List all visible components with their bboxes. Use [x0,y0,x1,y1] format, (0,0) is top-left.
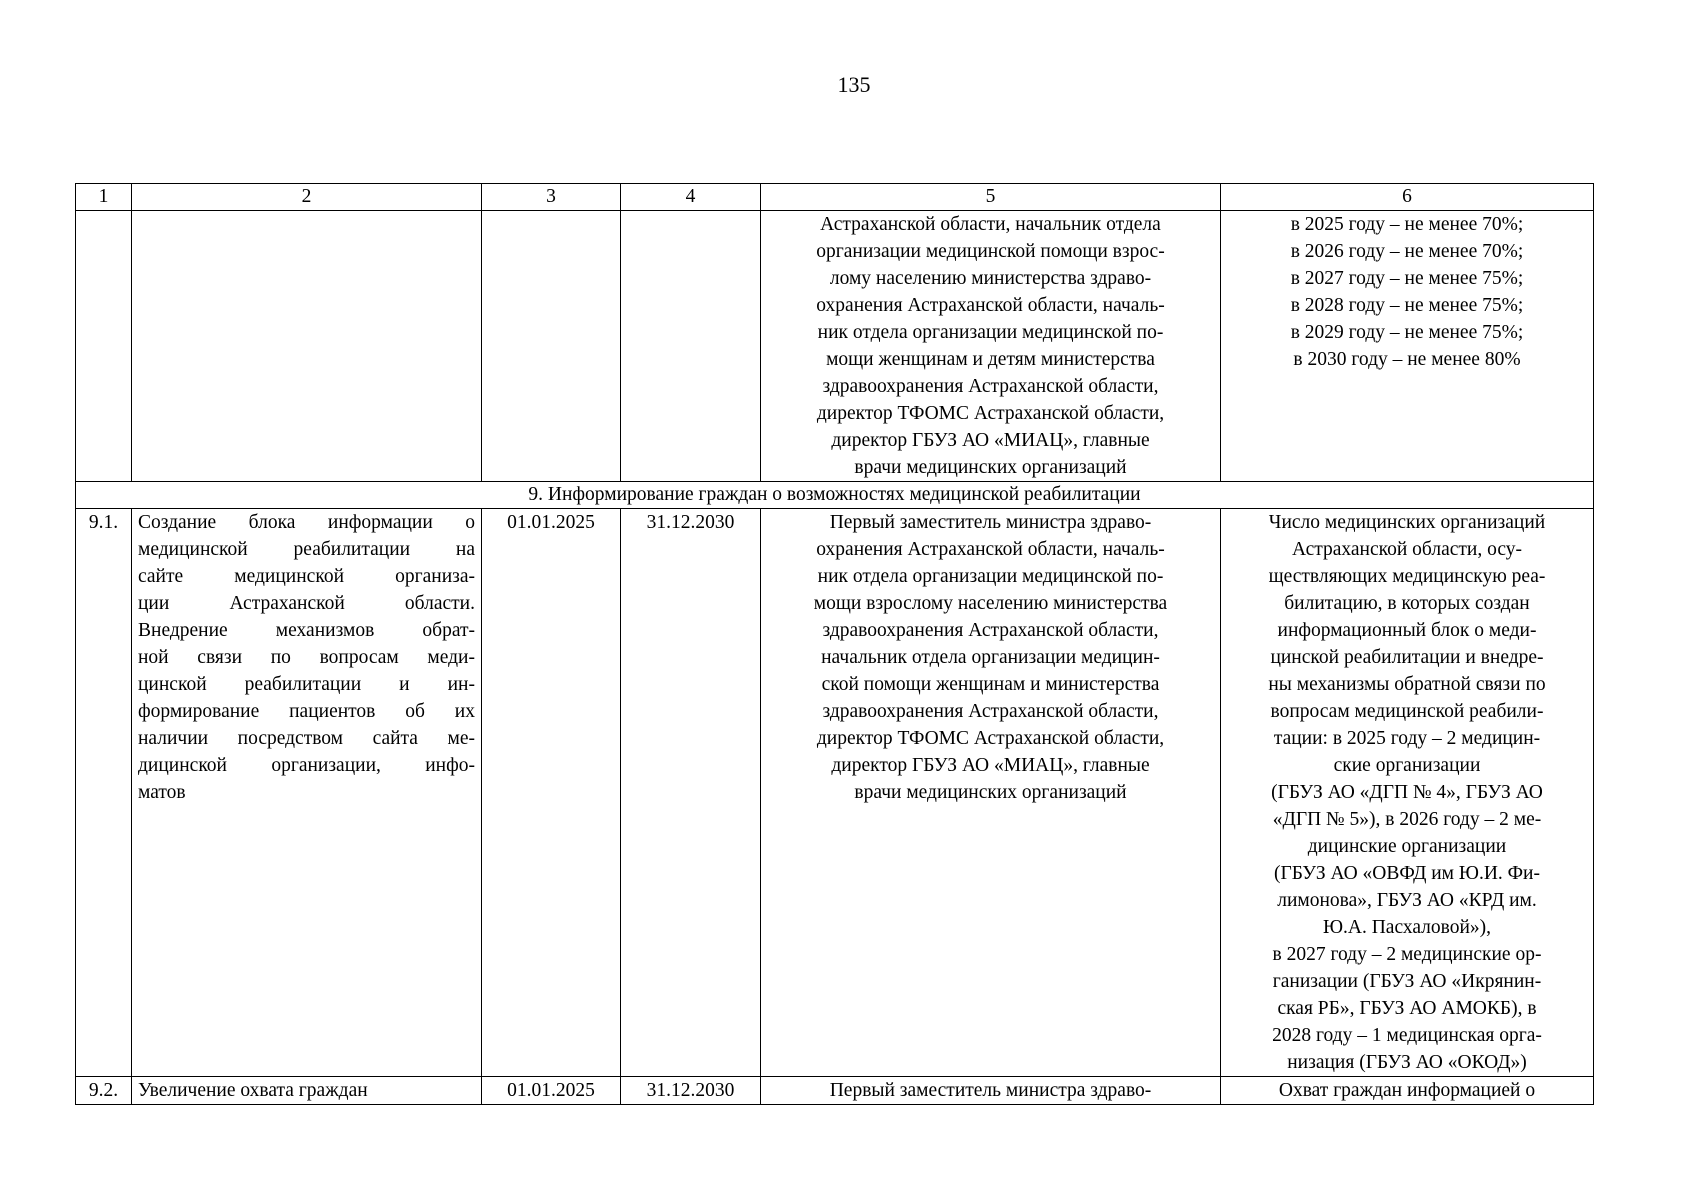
header-col-6: 6 [1221,184,1594,211]
text-line: Число медицинских организаций [1268,512,1546,533]
text-line: Ю.А. Пасхаловой»), [1322,917,1492,938]
cont-cell-2 [132,211,482,482]
text-line: (ГБУЗ АО «ДГП № 4», ГБУЗ АО [1271,782,1543,803]
page-number: 135 [837,72,871,97]
start-date: 01.01.2025 [482,1077,621,1105]
measures-table [75,183,1594,1105]
text-line: в 2030 году – не менее 80% [1293,349,1521,370]
text-line: ной связи по вопросам меди- [138,647,475,668]
text-line: цинской реабилитации и внедре- [1270,647,1544,668]
text-line: лому населению министерства здраво- [829,268,1152,289]
text-line: ны механизмы обратной связи по [1268,674,1546,695]
text-line: мощи женщинам и детям министерства [826,349,1155,370]
text-line: ской помощи женщинам и министерства [821,674,1160,695]
text-line: начальник отдела организации медицин- [821,647,1160,668]
text-line: Астраханской области, начальник отдела [820,214,1161,235]
text-line: ская РБ», ГБУЗ АО АМОКБ), в [1277,998,1537,1019]
table-row [76,509,1594,1077]
text-line: в 2027 году – 2 медицинские ор- [1272,944,1542,965]
text-line: Первый заместитель министра здраво- [829,512,1152,533]
text-line: информационный блок о меди- [1277,620,1537,641]
text-line: врачи медицинских организаций [854,782,1127,803]
text-line: 2028 году – 1 медицинская орга- [1272,1025,1542,1046]
header-col-4: 4 [621,184,761,211]
text-line: здравоохранения Астраханской области, [822,376,1159,397]
text-line: вопросам медицинской реабили- [1270,701,1544,722]
cont-cell-1 [76,211,132,482]
text-line: в 2029 году – не менее 75%; [1290,322,1524,343]
table-row [76,1077,1594,1105]
text-line: билитацию, в которых создан [1284,593,1530,614]
text-line: директор ГБУЗ АО «МИАЦ», главные [831,755,1150,776]
text-line: Первый заместитель министра здраво- [829,1080,1152,1101]
text-line: здравоохранения Астраханской области, [822,620,1159,641]
text-line: ществляющих медицинскую реа- [1268,566,1546,587]
row-number: 9.1. [76,509,132,1077]
section-title: 9. Информирование граждан о возможностях медицинской реабилитации [76,482,1594,509]
header-col-2: 2 [132,184,482,211]
text-line: ганизации (ГБУЗ АО «Икрянин- [1272,971,1542,992]
text-line: ские организации [1333,755,1481,776]
text-line: Увеличение охвата граждан [138,1080,368,1101]
text-line: в 2026 году – не менее 70%; [1290,241,1524,262]
text-line: ник отдела организации медицинской по- [817,566,1164,587]
cont-responsible-cell [761,211,1221,482]
indicator [1221,1077,1594,1105]
text-line: наличии посредством сайта ме- [138,728,475,749]
header-col-5: 5 [761,184,1221,211]
text-line: в 2025 году – не менее 70%; [1290,214,1524,235]
text-line: Создание блока информации о [138,512,475,533]
text-line: ник отдела организации медицинской по- [817,322,1164,343]
end-date: 31.12.2030 [621,509,761,1077]
text-line: врачи медицинских организаций [854,457,1127,478]
text-line: лимонова», ГБУЗ АО «КРД им. [1277,890,1537,911]
end-date: 31.12.2030 [621,1077,761,1105]
text-line: сайте медицинской организа- [138,566,475,587]
header-row [76,184,1594,211]
text-line: в 2027 году – не менее 75%; [1290,268,1524,289]
text-line: директор ГБУЗ АО «МИАЦ», главные [831,430,1150,451]
text-line: в 2028 году – не менее 75%; [1290,295,1524,316]
text-line: директор ТФОМС Астраханской области, [816,403,1165,424]
indicator [1221,509,1594,1077]
cont-cell-3 [482,211,621,482]
text-line: дицинские организации [1307,836,1507,857]
text-line: организации медицинской помощи взрос- [816,241,1165,262]
responsible-persons [761,1077,1221,1105]
text-line: «ДГП № 5»), в 2026 году – 2 ме- [1272,809,1542,830]
measure-description [132,509,482,1077]
text-line: формирование пациентов об их [138,701,475,722]
text-line: Астраханской области, осу- [1291,539,1522,560]
responsible-persons [761,509,1221,1077]
header-col-1: 1 [76,184,132,211]
row-number: 9.2. [76,1077,132,1105]
header-col-3: 3 [482,184,621,211]
text-line: мощи взрослому населению министерства [813,593,1168,614]
text-line: здравоохранения Астраханской области, [822,701,1159,722]
text-line: директор ТФОМС Астраханской области, [816,728,1165,749]
text-line: низация (ГБУЗ АО «ОКОД») [1287,1052,1527,1073]
cont-indicator-cell [1221,211,1594,482]
text-line: медицинской реабилитации на [138,539,475,560]
continuation-row [76,211,1594,482]
cont-cell-4 [621,211,761,482]
text-line: матов [138,782,186,803]
text-line: тации: в 2025 году – 2 медицин- [1273,728,1541,749]
text-line: Внедрение механизмов обрат- [138,620,475,641]
text-line: охранения Астраханской области, началь- [816,295,1165,316]
text-line: дицинской организации, инфо- [138,755,475,776]
section-row [76,482,1594,509]
measure-description [132,1077,482,1105]
start-date: 01.01.2025 [482,509,621,1077]
text-line: ции Астраханской области. [138,593,475,614]
text-line: (ГБУЗ АО «ОВФД им Ю.И. Фи- [1274,863,1540,884]
text-line: цинской реабилитации и ин- [138,674,475,695]
text-line: охранения Астраханской области, началь- [816,539,1165,560]
text-line: Охват граждан информацией о [1278,1080,1536,1101]
